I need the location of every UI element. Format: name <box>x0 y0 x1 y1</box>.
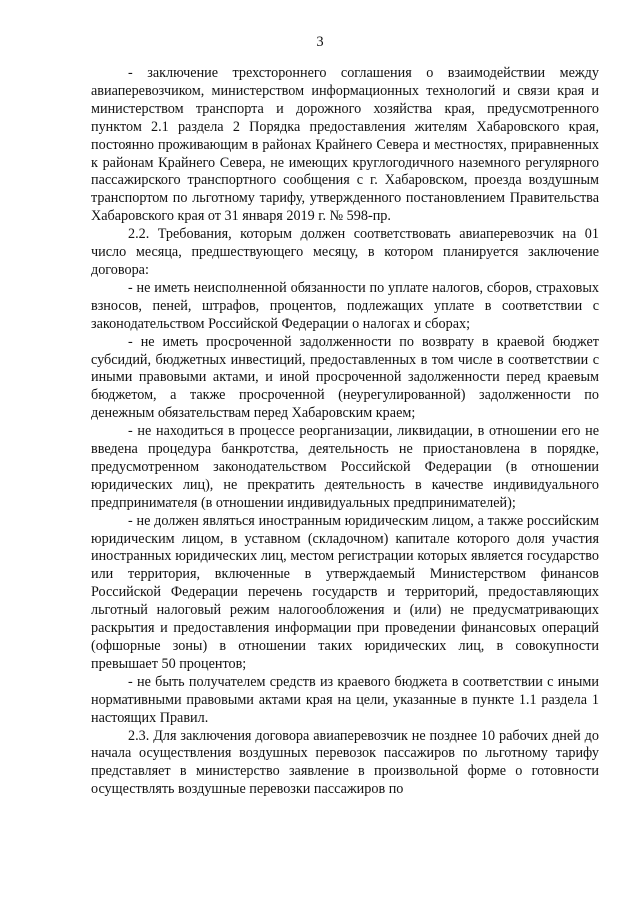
document-body <box>91 65 599 799</box>
paragraph-not-foreign-entity: - не должен являться иностранным юридическим лицом, а также российским юридическим лицом, в уставном (складочном) капитале которого доля участия иностранных юридических лиц, местом регистрации которых является государство или территория, включенные в утверждаемый Министерством финансов Российской Федерации перечень государств и территорий, предоставляющих льготный налоговый режим налогообложения и (или) не предусматривающих раскрытия и предоставления информации при проведении финансовых операций (офшорные зоны) в отношении таких юридических лиц, в совокупности превышает 50 процентов; <box>91 512 599 672</box>
paragraph-not-budget-recipient: - не быть получателем средств из краевого бюджета в соответствии с иными нормативными правовыми актами края на цели, указанные в пункте 1.1 раздела 1 настоящих Правил. <box>91 673 599 726</box>
page-number: 3 <box>316 34 324 50</box>
paragraph-requirements-heading: 2.2. Требования, которым должен соответствовать авиаперевозчик на 01 число месяца, предшествующего месяцу, в котором планируется заключение договора: <box>91 226 599 278</box>
paragraph-no-reorganization: - не находиться в процессе реорганизации, ликвидации, в отношении его не введена процедура банкротства, деятельность не приостановлена в порядке, предусмотренном законодательством Российской Федерации (в отношении юридических лиц), не прекратить деятельность в качестве индивидуального предпринимателя (в отношении индивидуальных предпринимателей); <box>91 423 599 511</box>
paragraph-contract-application: 2.3. Для заключения договора авиаперевозчик не позднее 10 рабочих дней до начала осуществления воздушных перевозок пассажиров по льготному тарифу представляет в министерство заявление в произвольной форме о готовности осуществлять воздушные перевозки пассажиров по <box>91 727 599 798</box>
paragraph-tripartite-agreement: - заключение трехстороннего соглашения о взаимодействии между авиаперевозчиком, министерством информационных технологий и связи края и министерством транспорта и дорожного хозяйства края, предусмотренного пунктом 2.1 раздела 2 Порядка предоставления жителям Хабаровского края, постоянно проживающим в районах Крайнего Севера и местностях, приравненных к районам Крайнего Севера, не имеющих круглогодичного наземного регулярного пассажирского транспортного сообщения с г. Хабаровском, проезда воздушным транспортом по льготному тарифу, утвержденного постановлением Правительства Хабаровского края от 31 января 2019 г. № 598-пр. <box>91 65 599 225</box>
paragraph-no-overdue-debt: - не иметь просроченной задолженности по возврату в краевой бюджет субсидий, бюджетных инвестиций, предоставленных в том числе в соответствии с иными правовыми актами, и иной просроченной задолженности перед краевым бюджетом, а также просроченной (неурегулированной) задолженности по денежным обязательствам перед Хабаровским краем; <box>91 333 599 422</box>
paragraph-no-tax-debt: - не иметь неисполненной обязанности по уплате налогов, сборов, страховых взносов, пеней, штрафов, процентов, подлежащих уплате в соответствии с законодательством Российской Федерации о налогах и сборах; <box>91 279 599 332</box>
